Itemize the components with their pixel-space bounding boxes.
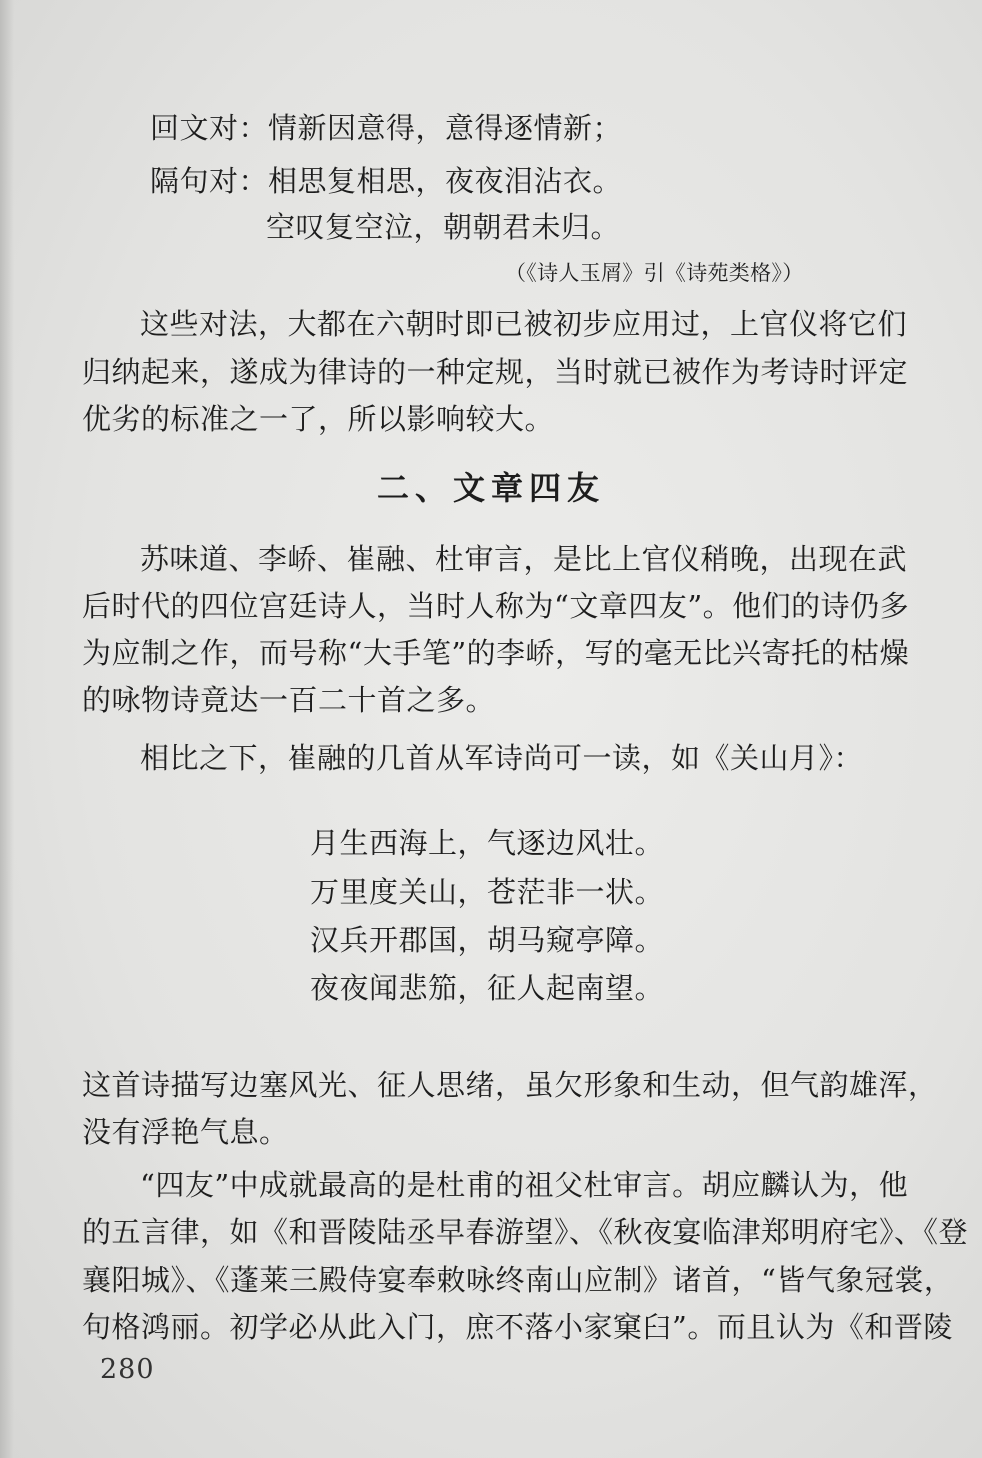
paragraph-line: 的咏物诗竟达一百二十首之多。: [82, 683, 496, 717]
paragraph-line: 后时代的四位宫廷诗人，当时人称为“文章四友”。他们的诗仍多: [82, 589, 910, 623]
paragraph-line: 句格鸿丽。初学必从此入门，庶不落小家窠臼”。而且认为《和晋陵: [82, 1310, 953, 1344]
citation: （《诗人玉屑》引《诗苑类格》）: [505, 261, 804, 285]
paragraph-line: 优劣的标准之一了，所以影响较大。: [82, 402, 555, 436]
paragraph-line: 的五言律，如《和晋陵陆丞早春游望》、《秋夜宴临津郑明府宅》、《登: [82, 1215, 969, 1249]
couplet-text: 相思复相思，夜夜泪沾衣。: [268, 164, 623, 198]
section-heading: 二、文章四友: [376, 469, 605, 507]
couplet-text: 情新因意得，意得逐情新；: [268, 111, 623, 145]
paragraph-line: 襄阳城》、《蓬莱三殿侍宴奉敕咏终南山应制》诸首，“皆气象冠裳，: [82, 1263, 954, 1297]
couplet-text: 空叹复空泣，朝朝君未归。: [266, 210, 621, 244]
paragraph-line: 苏味道、李峤、崔融、杜审言，是比上官仪稍晚，出现在武: [140, 542, 908, 576]
paragraph-line: “四友”中成就最高的是杜甫的祖父杜审言。胡应麟认为，他: [140, 1168, 909, 1202]
couplet-line: [266, 207, 620, 247]
couplet-label: 隔句对：: [150, 164, 269, 198]
paragraph-line: 这些对法，大都在六朝时即已被初步应用过，上官仪将它们: [140, 307, 908, 341]
paragraph-line: 归纳起来，遂成为律诗的一种定规，当时就已被作为考诗时评定: [82, 355, 909, 389]
couplet-label: 回文对：: [150, 111, 269, 145]
poem-line: 月生西海上，气逐边风壮。: [310, 826, 665, 860]
page-binding-shadow: [0, 0, 14, 1458]
poem-line: 夜夜闻悲笳，征人起南望。: [310, 971, 665, 1005]
poem-line: 汉兵开郡国，胡马窥亭障。: [310, 923, 665, 957]
couplet-line: [150, 108, 622, 148]
paragraph-line: 为应制之作，而号称“大手笔”的李峤，写的毫无比兴寄托的枯燥: [82, 636, 910, 670]
paragraph-line: 相比之下，崔融的几首从军诗尚可一读，如《关山月》：: [140, 741, 864, 775]
couplet-line: [150, 161, 622, 201]
page-number: 280: [100, 1354, 155, 1385]
paragraph-line: 没有浮艳气息。: [82, 1115, 289, 1149]
paragraph-line: 这首诗描写边塞风光、征人思绪，虽欠形象和生动，但气韵雄浑，: [82, 1068, 938, 1102]
poem-line: 万里度关山，苍茫非一状。: [310, 875, 665, 909]
